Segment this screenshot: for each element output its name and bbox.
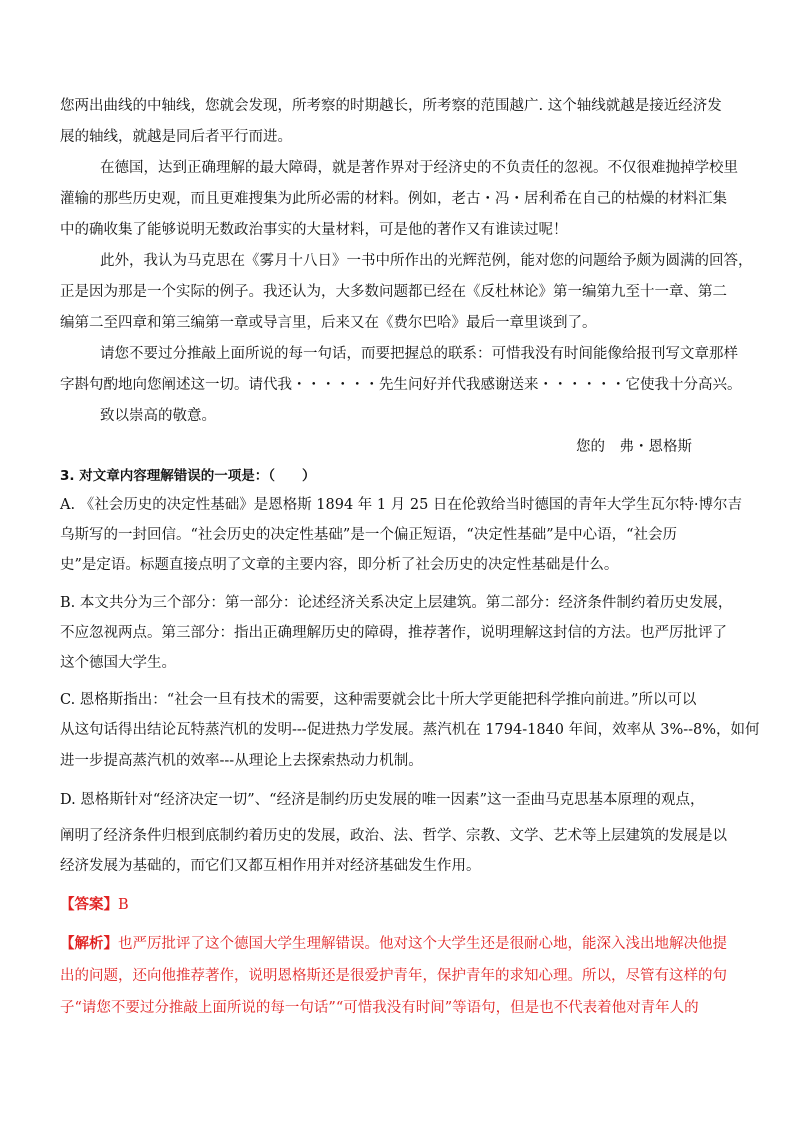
analysis-row bbox=[60, 934, 727, 954]
option-b-line: B. 本文共分为三个部分：第一部分：论述经济关系决定上层建筑。第二部分：经济条件制约着历史发展， bbox=[60, 595, 733, 611]
answer-row bbox=[60, 895, 129, 915]
letter-line: 此外，我认为马克思在《雾月十八日》一书中所作出的光辉范例，能对您的问题给予颇为圆满的回答， bbox=[100, 253, 753, 269]
option-a-line: 史”是定语。标题直接点明了文章的主要内容，即分析了社会历史的决定性基础是什么。 bbox=[60, 557, 619, 573]
letter-line: 在德国，达到正确理解的最大障碍，就是著作界对于经济史的不负责任的忽视。不仅很难抛掉学校里 bbox=[100, 160, 738, 176]
answer-value: B bbox=[118, 897, 129, 913]
analysis-line: 子“请您不要过分推敲上面所说的每一句话”“可惜我没有时间”等语句，但是也不代表着他对青年人的 bbox=[60, 1000, 699, 1016]
option-d-line: D. 恩格斯针对“经济决定一切”、“经济是制约历史发展的唯一因素”这一歪曲马克思基本原理的观点， bbox=[60, 792, 705, 808]
analysis-line: 也严厉批评了这个德国大学生理解错误。他对这个大学生还是很耐心地，能深入浅出地解决他提 bbox=[118, 936, 727, 952]
letter-signature: 您的 弗・恩格斯 bbox=[576, 439, 692, 455]
letter-line: 编第二至四章和第三编第一章或导言里，后来又在《费尔巴哈》最后一章里谈到了。 bbox=[60, 315, 597, 331]
letter-line: 中的确收集了能够说明无数政治事实的大量材料，可是他的著作又有谁读过呢！ bbox=[60, 222, 568, 238]
option-b-line: 这个德国大学生。 bbox=[60, 655, 176, 671]
answer-label: 【答案】 bbox=[60, 896, 118, 913]
option-c-line: C. 恩格斯指出：“社会一旦有技术的需要，这种需要就会比十所大学更能把科学推向前进。”所以可以 bbox=[60, 692, 697, 708]
option-c-line: 从这句话得出结论瓦特蒸汽机的发明---促进热力学发展。蒸汽机在 1794-1840 年间，效率从 3%--8%，如何 bbox=[60, 722, 760, 738]
letter-line: 正是因为那是一个实际的例子。我还认为，大多数问题都已经在《反杜林论》第一编第九至十一章、第二 bbox=[60, 284, 727, 300]
letter-closing: 致以崇高的敬意。 bbox=[100, 408, 216, 424]
letter-line: 灌输的那些历史观，而且更难搜集为此所必需的材料。例如，老古・冯・居利希在自己的枯燥的材料汇集 bbox=[60, 191, 727, 207]
analysis-line: 出的问题，还向他推荐著作，说明恩格斯还是很爱护青年，保护青年的求知心理。所以，尽管有这样的句 bbox=[60, 968, 727, 984]
option-d-line: 经济发展为基础的，而它们又都互相作用并对经济基础发生作用。 bbox=[60, 858, 481, 874]
letter-line: 展的轴线，就越是同后者平行而进。 bbox=[60, 129, 292, 145]
letter-line: 请您不要过分推敲上面所说的每一句话，而要把握总的联系：可惜我没有时间能像给报刊写文章那样 bbox=[100, 346, 738, 362]
question-title: 3. 对文章内容理解错误的一项是：（ ） bbox=[60, 468, 316, 484]
option-b-line: 不应忽视两点。第三部分：指出正确理解历史的障碍，推荐著作，说明理解这封信的方法。也严厉批评了 bbox=[60, 625, 727, 641]
option-d-line: 阐明了经济条件归根到底制约着历史的发展，政治、法、哲学、宗教、文学、艺术等上层建筑的发展是以 bbox=[60, 828, 727, 844]
option-a-line: A. 《社会历史的决定性基础》是恩格斯 1894 年 1 月 25 日在伦敦给当时德国的青年大学生瓦尔特·博尔吉 bbox=[60, 497, 743, 513]
option-a-line: 乌斯写的一封回信。“社会历史的决定性基础”是一个偏正短语，“决定性基础”是中心语，“社会历 bbox=[60, 527, 678, 543]
analysis-label: 【解析】 bbox=[60, 935, 118, 952]
letter-line: 您两出曲线的中轴线，您就会发现，所考察的时期越长，所考察的范围越广. 这个轴线就越是接近经济发 bbox=[60, 98, 722, 114]
option-c-line: 进一步提高蒸汽机的效率---从理论上去探索热动力机制。 bbox=[60, 753, 423, 769]
letter-line: 字斟句酌地向您阐述这一切。请代我・・・・・・先生问好并代我感谢送来・・・・・・它使我十分高兴。 bbox=[60, 377, 742, 393]
